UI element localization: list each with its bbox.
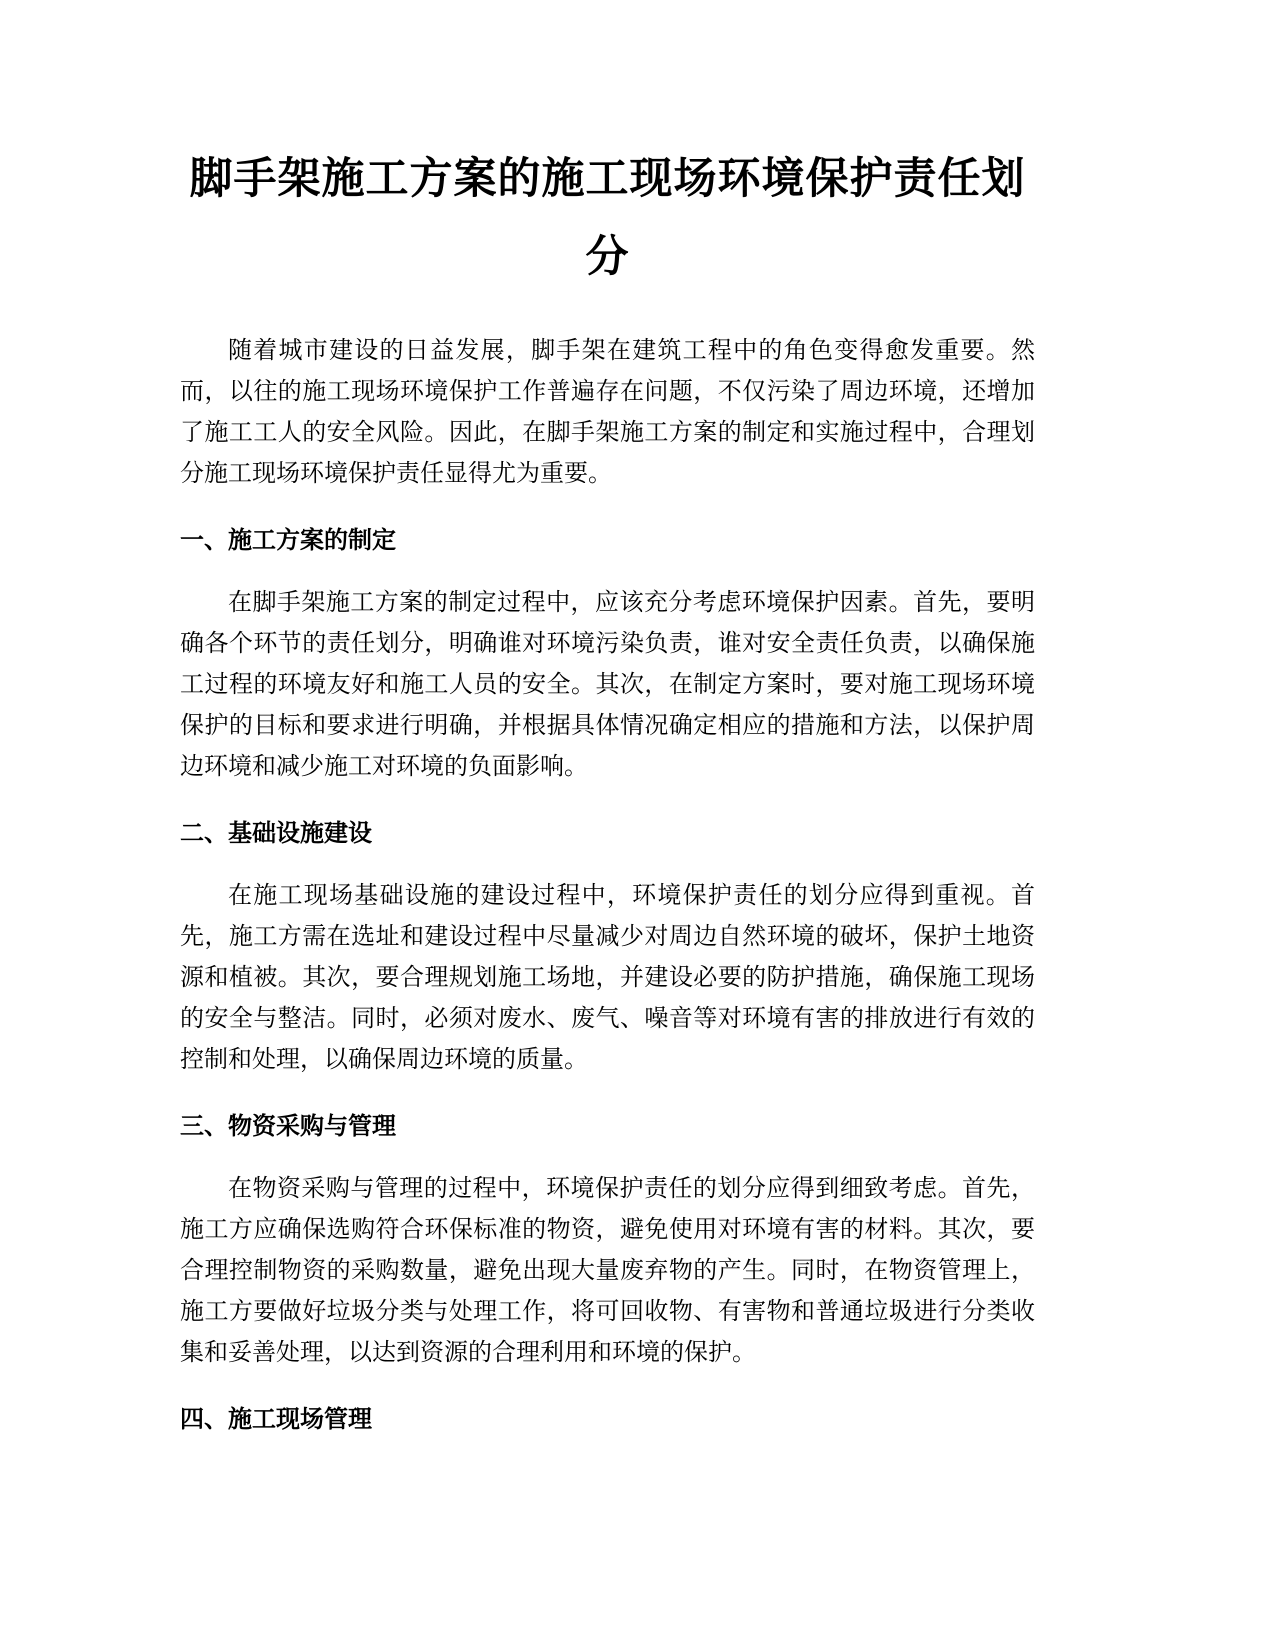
section-body-2: 在施工现场基础设施的建设过程中，环境保护责任的划分应得到重视。首先，施工方需在选址和建设过程中尽量减少对周边自然环境的破坏，保护土地资源和植被。其次，要合理规划施工场地，并建设必要的防护措施，确保施工现场的安全与整洁。同时，必须对废水、废气、噪音等对环境有害的排放进行有效的控制和处理，以确保周边环境的质量。 [180, 881, 1035, 1073]
document-title: 脚手架施工方案的施工现场环境保护责任划分 [189, 154, 1026, 282]
section-heading-1: 一、施工方案的制定 [180, 526, 396, 554]
section-body-3: 在物资采购与管理的过程中，环境保护责任的划分应得到细致考虑。首先，施工方应确保选购符合环保标准的物资，避免使用对环境有害的材料。其次，要合理控制物资的采购数量，避免出现大量废弃物的产生。同时，在物资管理上，施工方要做好垃圾分类与处理工作，将可回收物、有害物和普通垃圾进行分类收集和妥善处理，以达到资源的合理利用和环境的保护。 [180, 1174, 1035, 1366]
section-heading-2: 二、基础设施建设 [180, 819, 372, 847]
section-heading-3: 三、物资采购与管理 [180, 1112, 396, 1140]
document-page [180, 140, 1035, 1461]
intro-paragraph: 随着城市建设的日益发展，脚手架在建筑工程中的角色变得愈发重要。然而，以往的施工现场环境保护工作普遍存在问题，不仅污染了周边环境，还增加了施工工人的安全风险。因此，在脚手架施工方案的制定和实施过程中，合理划分施工现场环境保护责任显得尤为重要。 [180, 336, 1035, 487]
section-heading-4: 四、施工现场管理 [180, 1405, 372, 1433]
section-body-1: 在脚手架施工方案的制定过程中，应该充分考虑环境保护因素。首先，要明确各个环节的责任划分，明确谁对环境污染负责，谁对安全责任负责，以确保施工过程的环境友好和施工人员的安全。其次，在制定方案时，要对施工现场环境保护的目标和要求进行明确，并根据具体情况确定相应的措施和方法，以保护周边环境和减少施工对环境的负面影响。 [180, 588, 1035, 780]
